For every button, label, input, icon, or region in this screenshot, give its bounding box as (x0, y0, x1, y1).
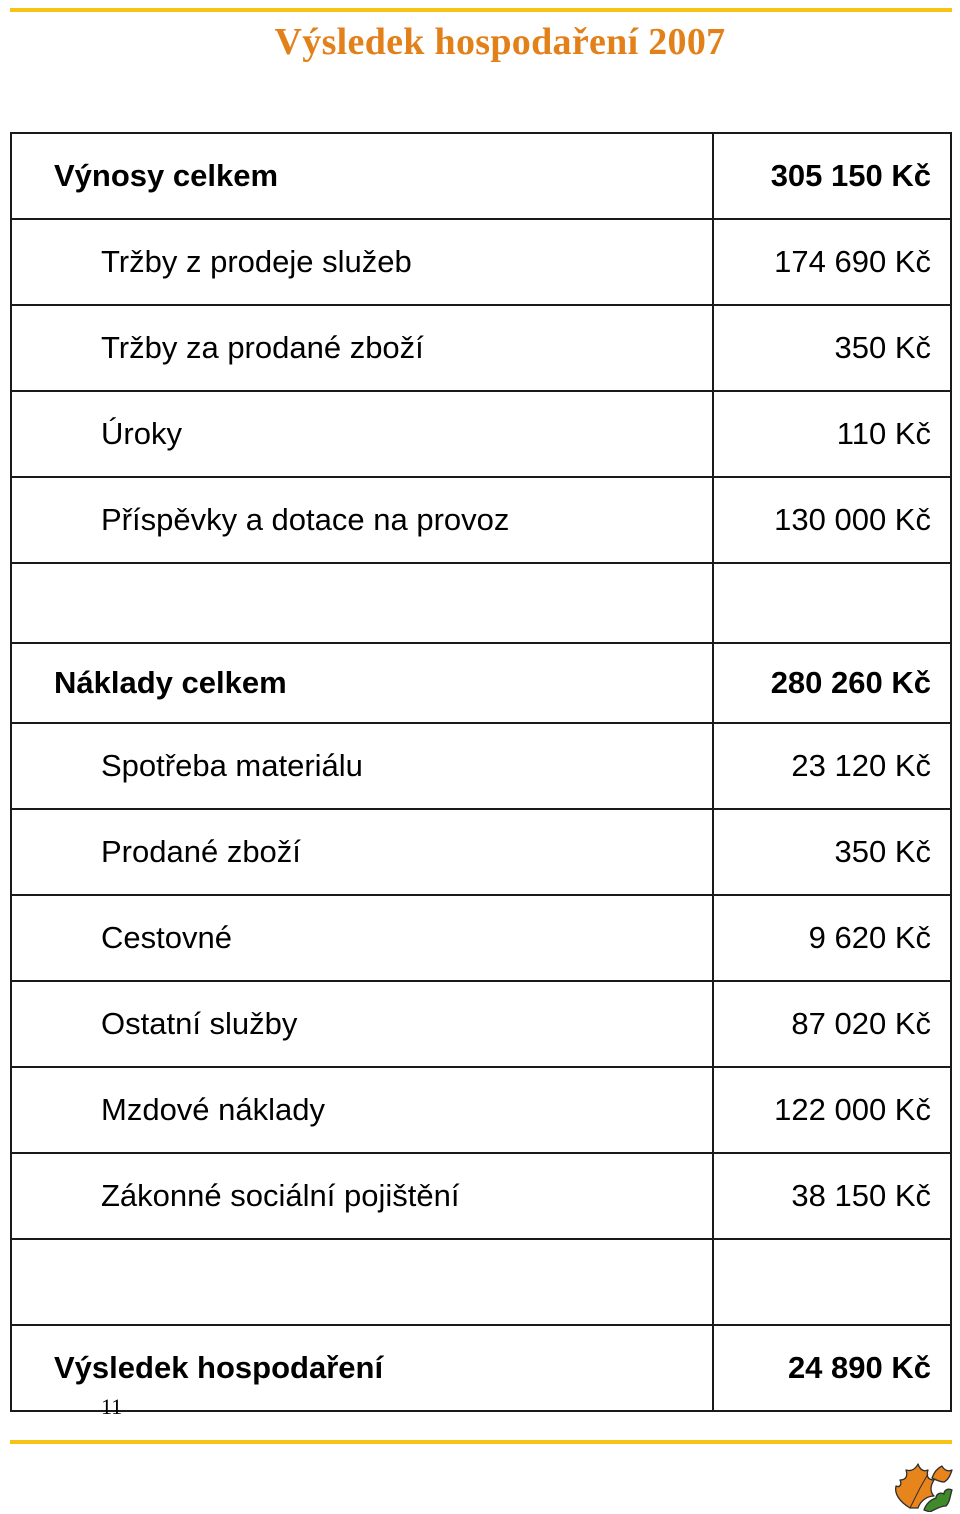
row-label: Tržby z prodeje služeb (11, 219, 713, 305)
row-value: 122 000 Kč (713, 1067, 951, 1153)
row-value: 87 020 Kč (713, 981, 951, 1067)
table-row (11, 477, 951, 563)
table-row (11, 1067, 951, 1153)
row-label: Cestovné (11, 895, 713, 981)
table-row (11, 305, 951, 391)
costs-total-value: 280 260 Kč (713, 643, 951, 723)
row-value: 23 120 Kč (713, 723, 951, 809)
row-value: 38 150 Kč (713, 1153, 951, 1239)
financial-table (10, 132, 952, 1412)
costs-total-label: Náklady celkem (11, 643, 713, 723)
row-value: 174 690 Kč (713, 219, 951, 305)
table-row (11, 219, 951, 305)
row-value: 350 Kč (713, 305, 951, 391)
table-row (11, 1325, 951, 1411)
table-row (11, 809, 951, 895)
table-row (11, 723, 951, 809)
table-row (11, 981, 951, 1067)
table-row (11, 133, 951, 219)
row-label: Prodané zboží (11, 809, 713, 895)
result-label: Výsledek hospodaření (11, 1325, 713, 1411)
row-value: 350 Kč (713, 809, 951, 895)
row-label: Spotřeba materiálu (11, 723, 713, 809)
spacer-row (11, 563, 951, 643)
result-value: 24 890 Kč (713, 1325, 951, 1411)
bottom-rule (10, 1440, 952, 1444)
top-rule (10, 8, 952, 12)
row-value: 9 620 Kč (713, 895, 951, 981)
page-number: 11 (101, 1394, 123, 1419)
row-label: Tržby za prodané zboží (11, 305, 713, 391)
table-row (11, 643, 951, 723)
row-label: Zákonné sociální pojištění (11, 1153, 713, 1239)
table-row (11, 1153, 951, 1239)
oak-leaves-icon (890, 1458, 954, 1512)
row-label: Příspěvky a dotace na provoz (11, 477, 713, 563)
row-label: Mzdové náklady (11, 1067, 713, 1153)
table-row (11, 391, 951, 477)
spacer-row (11, 1239, 951, 1325)
row-label: Úroky (11, 391, 713, 477)
table-row (11, 895, 951, 981)
income-total-value: 305 150 Kč (713, 133, 951, 219)
row-value: 110 Kč (713, 391, 951, 477)
page-title: Výsledek hospodaření 2007 (274, 21, 726, 63)
row-value: 130 000 Kč (713, 477, 951, 563)
income-total-label: Výnosy celkem (11, 133, 713, 219)
row-label: Ostatní služby (11, 981, 713, 1067)
